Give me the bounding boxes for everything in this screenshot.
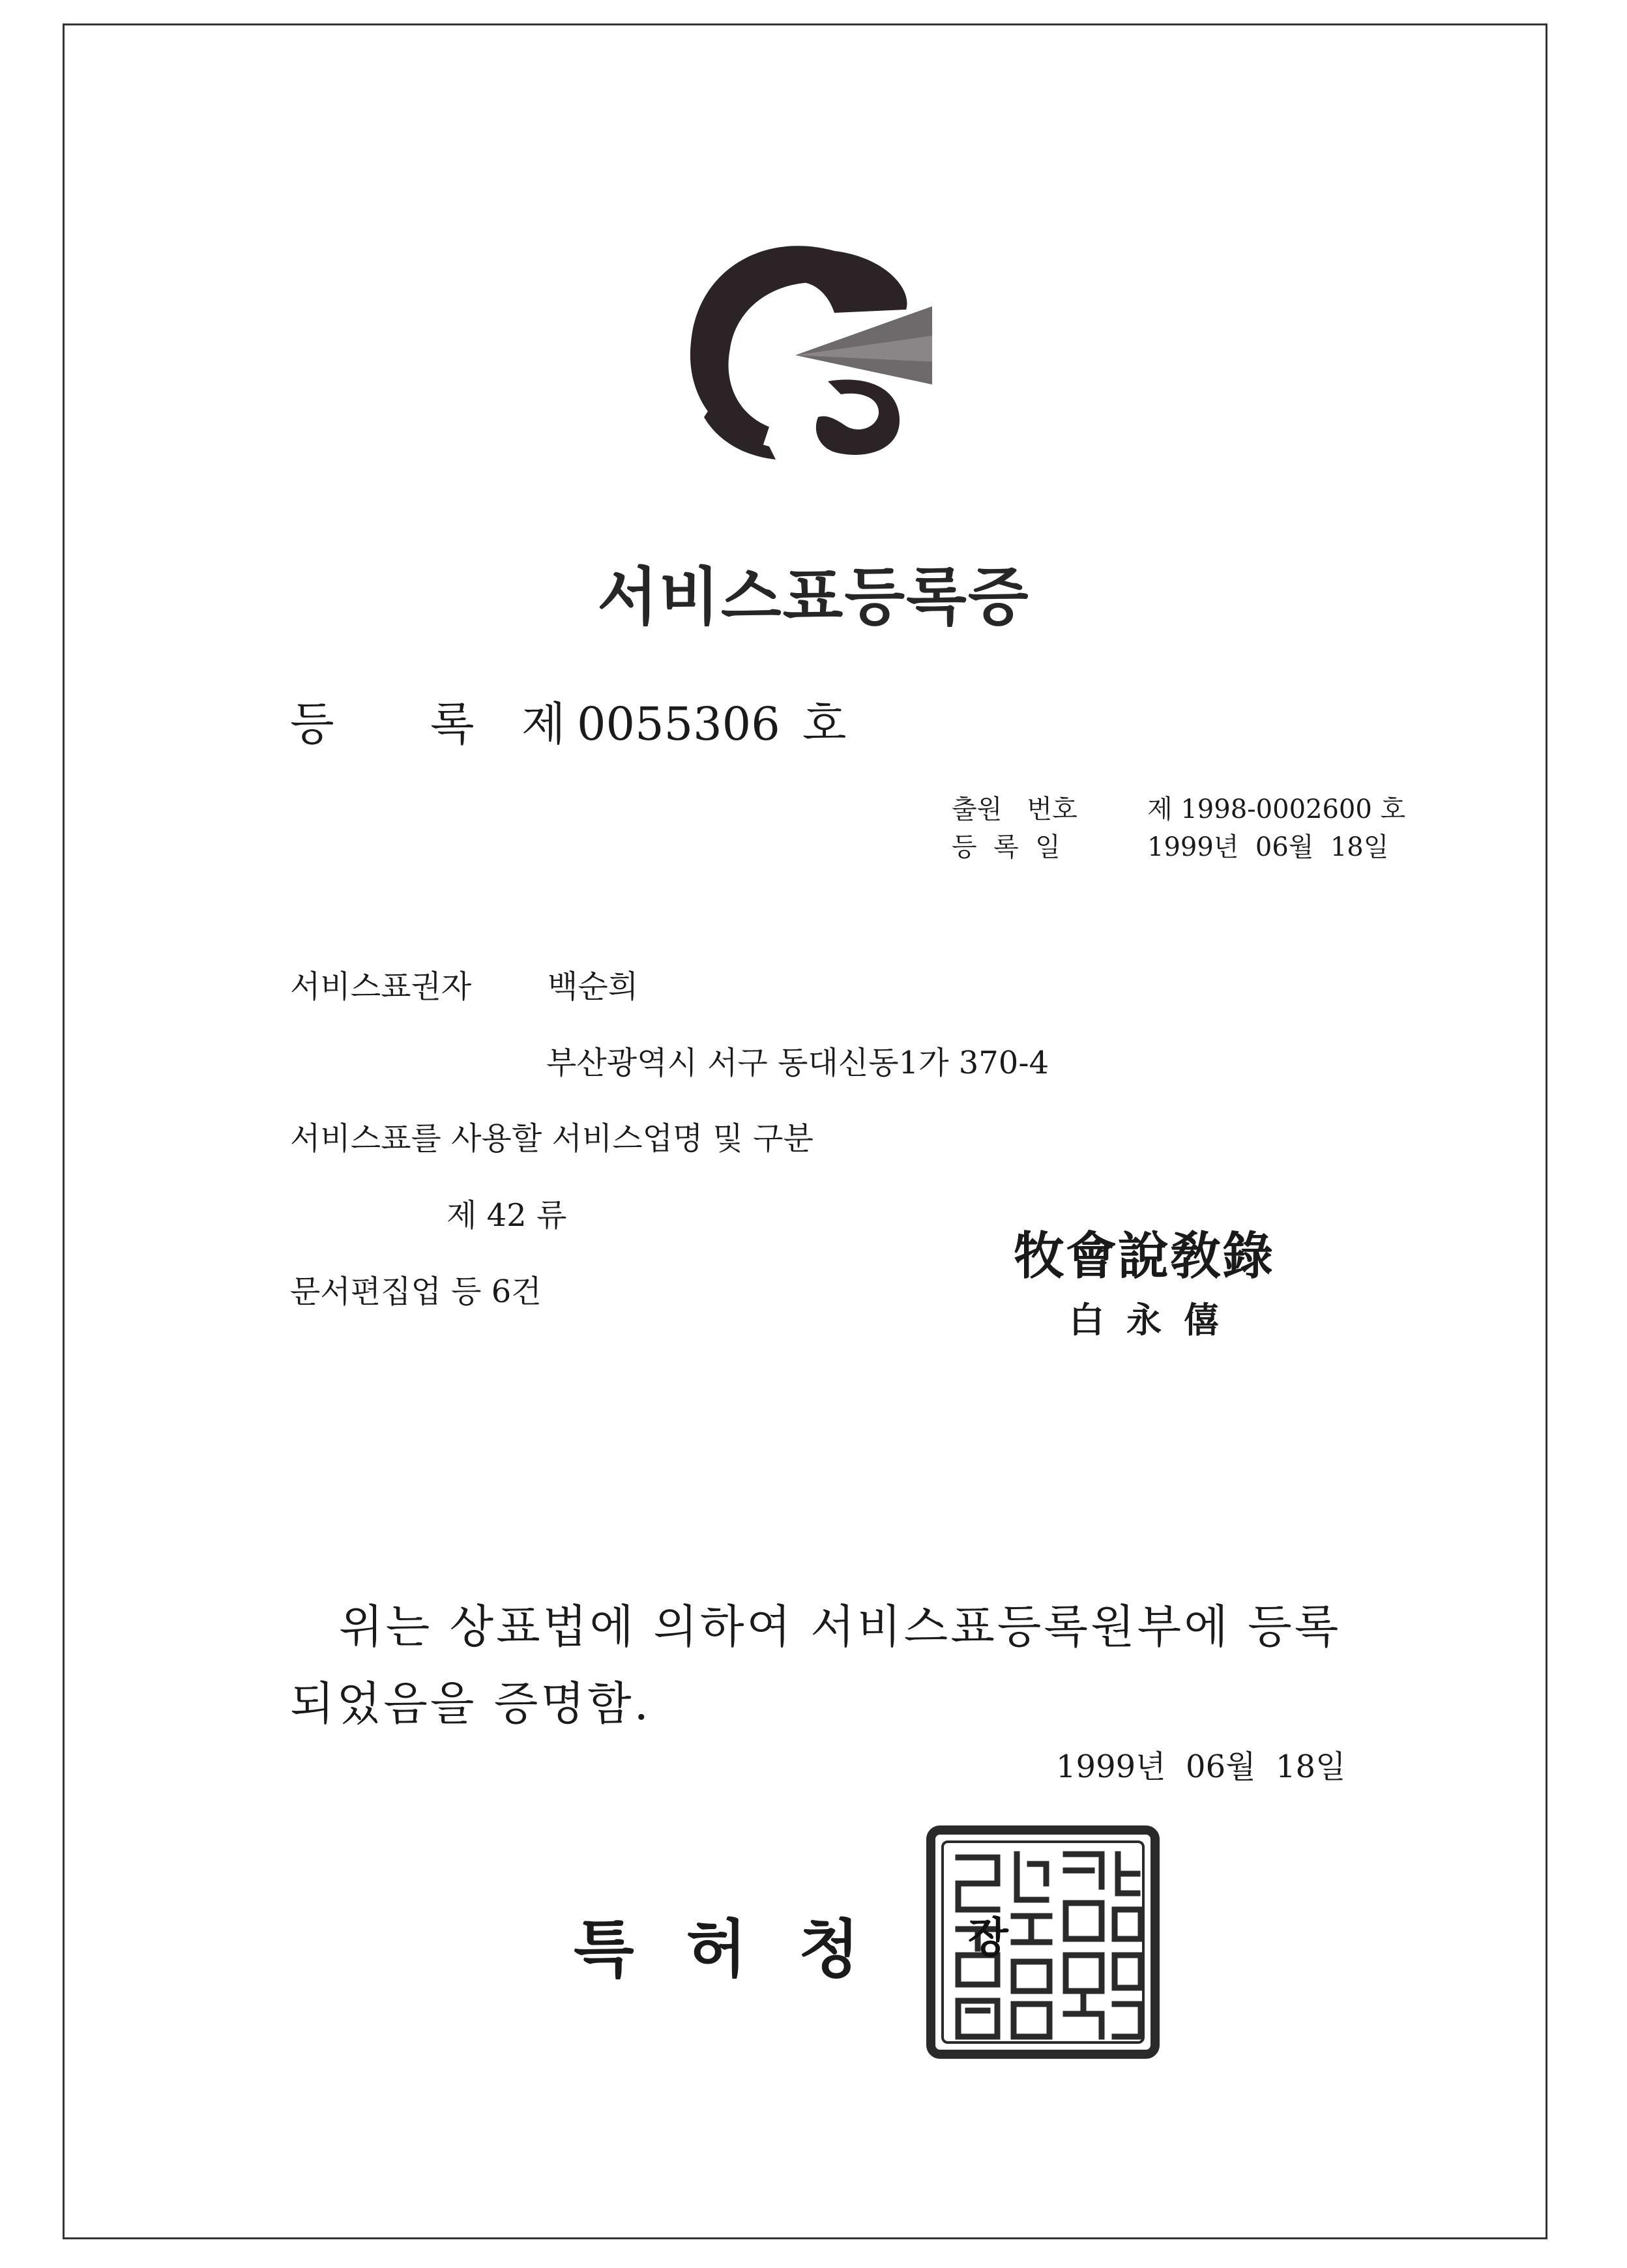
signature-name: 白永僖 — [1069, 1299, 1241, 1341]
application-number-value: 제 1998-0002600 호 — [1147, 794, 1406, 824]
registration-date-value: 1999년 06월 18일 — [1147, 832, 1389, 862]
signature-organization: 牧會說敎錄 — [1013, 1227, 1274, 1286]
certificate-title: 서비스표등록증 — [597, 560, 1030, 633]
official-seal-stamp — [926, 1825, 1160, 2059]
owner-name: 백순희 — [548, 968, 639, 1005]
kipo-emblem-logo — [671, 231, 965, 466]
registration-number-line — [290, 688, 846, 753]
registration-label-1: 등 — [290, 697, 334, 751]
owner-row — [290, 961, 638, 1006]
certification-statement-line-2: 되었음을 증명함. — [290, 1677, 651, 1730]
owner-label: 서비스표권자 — [290, 968, 472, 1005]
registration-number: 0055306 — [577, 697, 780, 751]
registration-suffix: 호 — [802, 697, 847, 751]
registration-date-label: 등 록 일 — [952, 832, 1061, 862]
registration-date-row — [952, 826, 1388, 864]
services-heading: 서비스표를 사용할 서비스업명 및 구분 — [290, 1120, 814, 1157]
issuing-agency: 특허청 — [574, 1913, 912, 1986]
application-number-label: 출원 번호 — [952, 794, 1077, 824]
application-number-row — [952, 789, 1405, 826]
seal-overlay-char: 장 — [968, 1914, 1008, 1962]
owner-address: 부산광역시 서구 동대신동1가 370-4 — [546, 1045, 1049, 1081]
services-items: 문서편집업 등 6건 — [290, 1273, 542, 1310]
registration-label-3: 제 — [521, 697, 566, 751]
services-class: 제 42 류 — [447, 1197, 567, 1234]
signature-block — [991, 1215, 1297, 1343]
issue-date: 1999년 06월 18일 — [1056, 1749, 1346, 1785]
certification-statement-line-1: 위는 상표법에 의하여 서비스표등록원부에 등록 — [339, 1600, 1341, 1653]
registration-label-2: 록 — [430, 697, 475, 751]
